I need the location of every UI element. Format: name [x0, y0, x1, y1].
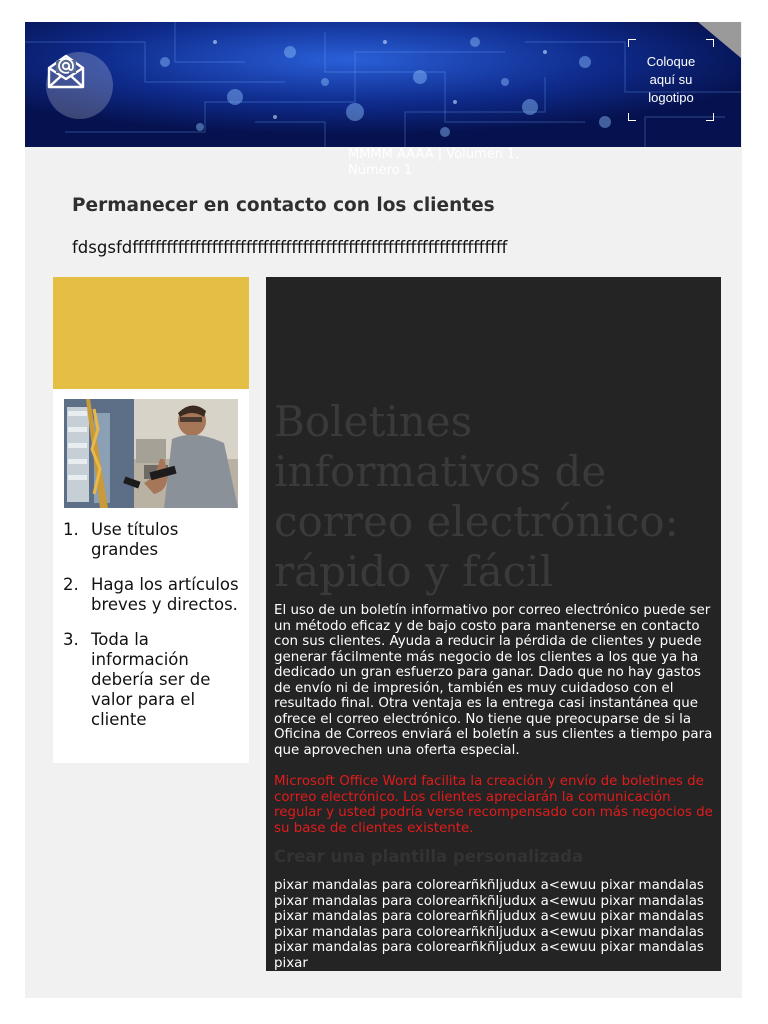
list-item — [63, 630, 243, 730]
article-filler-text: pixar mandalas para colorearñkñljudux a<ewuu pixar mandalaspixar mandalas para colorearñkñljudux a<ewuu pixar mandalaspixar mandalas para colorearñkñljudux a<ewuu pixar mandalaspixar mandalas para colorearñkñljudux a<ewuu pixar mandalaspixar mandalas para colorearñkñljudux a<ewuu pixar mandalaspixar — [274, 878, 704, 971]
list-item-number: 2. — [63, 575, 79, 594]
email-at-icon — [46, 52, 86, 90]
logo-frame-corner — [706, 113, 714, 121]
page-headline: Permanecer en contacto con los clientes — [72, 195, 495, 216]
list-item-text: Haga los artículos breves y directos. — [91, 575, 239, 614]
logo-frame-corner — [706, 39, 714, 47]
tips-list — [63, 520, 243, 745]
newsletter-page — [25, 22, 742, 998]
logo-placeholder[interactable] — [628, 39, 714, 121]
header-banner — [25, 22, 741, 147]
article-title: Boletines informativos de correo electrónico: rápido y fácil — [274, 397, 679, 596]
list-item — [63, 575, 243, 615]
article-body: El uso de un boletín informativo por correo electrónico puede ser un método eficaz y de bajo costo para mantenerse en contacto con sus clientes. Ayuda a reducir la pérdida de clientes y puede generar fácilmente más negocio de los clientes a los que ya ha dedicado un gran esfuerzo para ganar. Dado que no hay gastos de envío ni de impresión, también es muy cuidadoso con el resultado final. Otra ventaja es la entrega casi instantánea que ofrece el correo electrónico. No tiene que preocuparse de si la Oficina de Correos enviará el boletín a sus clientes a tiempo para que aprovechen una oferta especial. — [274, 603, 713, 758]
article-highlight: Microsoft Office Word facilita la creación y envío de boletines de correo electrónico. Los clientes apreciarán la comunicación regular y usted podría verse recompensado con más negocios de su base de clientes existente. — [274, 774, 713, 836]
page-subline: fdsgsfdffffffffffffffffffffffffffffffffffffffffffffffffffffffffffffffffff — [72, 238, 508, 257]
list-item-number: 1. — [63, 520, 79, 539]
logo-placeholder-text: Coloque aquí su logotipo — [646, 54, 696, 105]
warehouse-worker-photo — [64, 399, 238, 508]
article-subheading: Crear una plantilla personalizada — [274, 847, 584, 866]
sidebar-card — [53, 389, 249, 763]
logo-frame-corner — [628, 113, 636, 121]
list-item — [63, 520, 243, 560]
logo-frame-corner — [628, 39, 636, 47]
issue-info: MMMM AAAA | Volumen 1, Número 1 — [348, 147, 520, 178]
article-panel — [266, 277, 721, 971]
list-item-text: Use títulos grandes — [91, 520, 179, 559]
accent-block — [53, 277, 249, 389]
list-item-number: 3. — [63, 630, 79, 649]
list-item-text: Toda la información debería ser de valor para el cliente — [91, 630, 211, 729]
email-icon-badge — [46, 52, 113, 119]
